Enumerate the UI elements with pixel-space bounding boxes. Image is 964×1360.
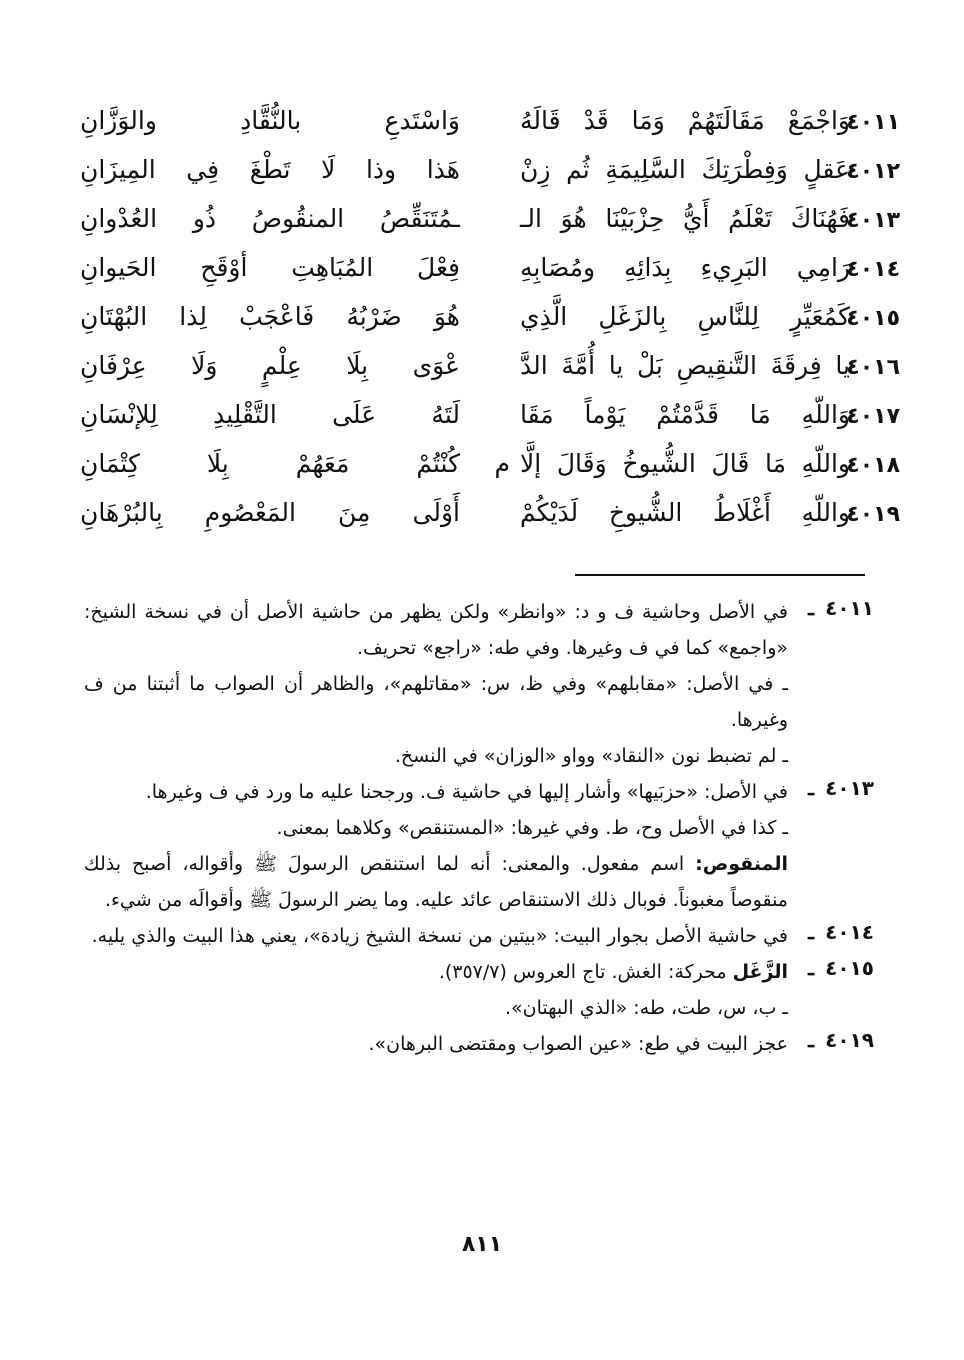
- footnote-paragraph: ـ في الأصل: «مقابلهم» وفي ظ، س: «مقاتلهم»، والظاهر أن الصواب ما أثبتنا من ف وغيرها.: [84, 673, 788, 731]
- footnote-number: ٤٠١١: [825, 596, 874, 620]
- verse-line: [80, 300, 900, 349]
- verse-number: ٤٠١١: [846, 110, 900, 135]
- verse-second-hemistich: عْوَى بِلَا عِلْمٍ وَلَا عِرْفَانِ: [80, 351, 460, 380]
- verse-line: [80, 349, 900, 398]
- footnote: [84, 918, 874, 954]
- verse-second-hemistich: وَاسْتَدعِ بالنُّقَّادِ والوَزَّانِ: [80, 106, 460, 135]
- footnote-paragraph: ـ لم تضبط نون «النقاد» وواو «الوزان» في النسخ.: [394, 745, 788, 767]
- verse-line: [80, 202, 900, 251]
- footnote-paragraph: في الأصل وحاشية ف و د: «وانظر» ولكن يظهر من حاشية الأصل أن في نسخة الشيخ: «واجمع» كما في ف وغيرها. وفي طه: «راجع» تحريف.: [84, 601, 788, 659]
- verse-number: ٤٠١٨: [846, 453, 900, 478]
- footnote-paragraph: عجز البيت في طع: «عين الصواب ومقتضى البرهان».: [368, 1033, 788, 1055]
- verse-number: ٤٠١٥: [846, 306, 900, 331]
- verse-line: [80, 496, 900, 545]
- verse-second-hemistich: ـمُتَنَقِّصُ المنقُوصُ ذُو العُدْوانِ: [80, 204, 460, 233]
- footnote: [84, 594, 874, 774]
- verse-first-hemistich: واللّهِ مَا قَالَ الشُّيوخُ وَقَالَ إلَّا: [520, 449, 850, 478]
- footnote-body: [84, 918, 788, 954]
- verse-line: [80, 398, 900, 447]
- footnote-body: [84, 954, 788, 1026]
- footnote-paragraph: الزَّغَل محركة: الغش. تاج العروس (٣٥٧/٧).: [438, 961, 788, 983]
- verse-second-hemistich: فِعْلَ المُبَاهِتِ أوْقَحِ الحَيوانِ: [80, 253, 460, 282]
- footnote-body: [84, 1026, 788, 1062]
- verse-second-hemistich: هُوَ ضَرْبُهُ فَاعْجَبْ لِذا البُهْتَانِ: [80, 302, 460, 331]
- verse-first-hemistich: فَهُنَاكَ تَعْلَمُ أَيُّ حِزْبَيْنَا هُوَ الـ: [520, 204, 850, 233]
- verse-first-hemistich: واللّهِ أَغْلَاطُ الشُّيوخِ لَدَيْكُمْ: [520, 498, 850, 527]
- verse-number: ٤٠١٣: [846, 208, 900, 233]
- verse-line: [80, 153, 900, 202]
- verse-first-hemistich: عَقلٍ وَفِطْرَتِكَ السَّلِيمَةِ ثُم زِنْ: [520, 155, 850, 184]
- verse-second-hemistich: هَذا وذا لَا تَطْغَ فِي المِيزَانِ: [80, 155, 460, 184]
- verse-number: ٤٠١٦: [846, 355, 900, 380]
- footnote-dash: ـ: [808, 776, 814, 800]
- footnote: [84, 774, 874, 918]
- verse-line: [80, 447, 900, 496]
- verse-number: ٤٠١٩: [846, 502, 900, 527]
- footnotes: [84, 594, 874, 1062]
- footnote-body: [84, 774, 788, 918]
- verse-mim-mark: م: [494, 449, 510, 478]
- verse-first-hemistich: رَامِي البَرِيءِ بِدَائِهِ ومُصَابِهِ: [520, 253, 850, 282]
- footnote-body: [84, 594, 788, 774]
- footnote-dash: ـ: [808, 596, 814, 620]
- footnote-number: ٤٠١٩: [825, 1028, 874, 1052]
- footnote-number: ٤٠١٤: [825, 920, 874, 944]
- verse-first-hemistich: كَمُعَيِّرٍ لِلنَّاسِ بِالزَغَلِ الَّذِي: [520, 302, 850, 331]
- verse-line: [80, 104, 900, 153]
- page-number: ٨١١: [461, 1232, 503, 1257]
- verse-second-hemistich: أَوْلَى مِنَ المَعْصُومِ بِالبُرْهَانِ: [80, 498, 460, 527]
- verse-first-hemistich: يا فِرقَةَ التَّنقِيصِ بَلْ يا أُمَّةَ الدَّ: [520, 351, 850, 380]
- footnote-separator: [575, 574, 865, 576]
- footnote-paragraph: ـ كذا في الأصل وح، ط. وفي غيرها: «المستنقص» وكلاهما بمعنى.: [276, 817, 788, 839]
- footnote: [84, 954, 874, 1026]
- verse-number: ٤٠١٧: [846, 404, 900, 429]
- verse-number: ٤٠١٢: [846, 159, 900, 184]
- footnote-paragraph: في حاشية الأصل بجوار البيت: «بيتين من نسخة الشيخ زيادة»، يعني هذا البيت والذي يليه.: [91, 925, 788, 947]
- footnote-paragraph: المنقوص: اسم مفعول. والمعنى: أنه لما استنقص الرسولَ ﷺ وأقواله، أصبح بذلك منقوصاً مغبوناً. فوبال ذلك الاستنقاص عائد عليه. وما يضر الرسولَ ﷺ وأقوالَه من شيء.: [84, 853, 788, 911]
- footnote-dash: ـ: [808, 920, 814, 944]
- verse-line: [80, 251, 900, 300]
- verse-second-hemistich: كُنْتُمْ مَعَهُمْ بِلَا كِتْمَانِ: [80, 449, 460, 478]
- footnote-number: ٤٠١٥: [825, 956, 874, 980]
- footnote-dash: ـ: [808, 956, 814, 980]
- footnote: [84, 1026, 874, 1062]
- poem-verses: [80, 104, 900, 545]
- verse-second-hemistich: لَتَهُ عَلَى التَّقْلِيدِ لِلإنْسَانِ: [80, 400, 460, 429]
- footnote-paragraph: في الأصل: «حزبَيها» وأشار إليها في حاشية ف. ورجحنا عليه ما ورد في ف وغيرها.: [145, 781, 788, 803]
- verse-number: ٤٠١٤: [846, 257, 900, 282]
- footnote-number: ٤٠١٣: [825, 776, 874, 800]
- footnote-dash: ـ: [808, 1028, 814, 1052]
- verse-first-hemistich: وَاللّهِ مَا قَدَّمْتُمْ يَوْماً مَقَا: [520, 400, 850, 429]
- verse-first-hemistich: وَاجْمَعْ مَقَالَتَهُمْ وَمَا قَدْ قَالَهُ: [520, 106, 850, 135]
- footnote-paragraph: ـ ب، س، طت، طه: «الذي البهتان».: [504, 997, 788, 1019]
